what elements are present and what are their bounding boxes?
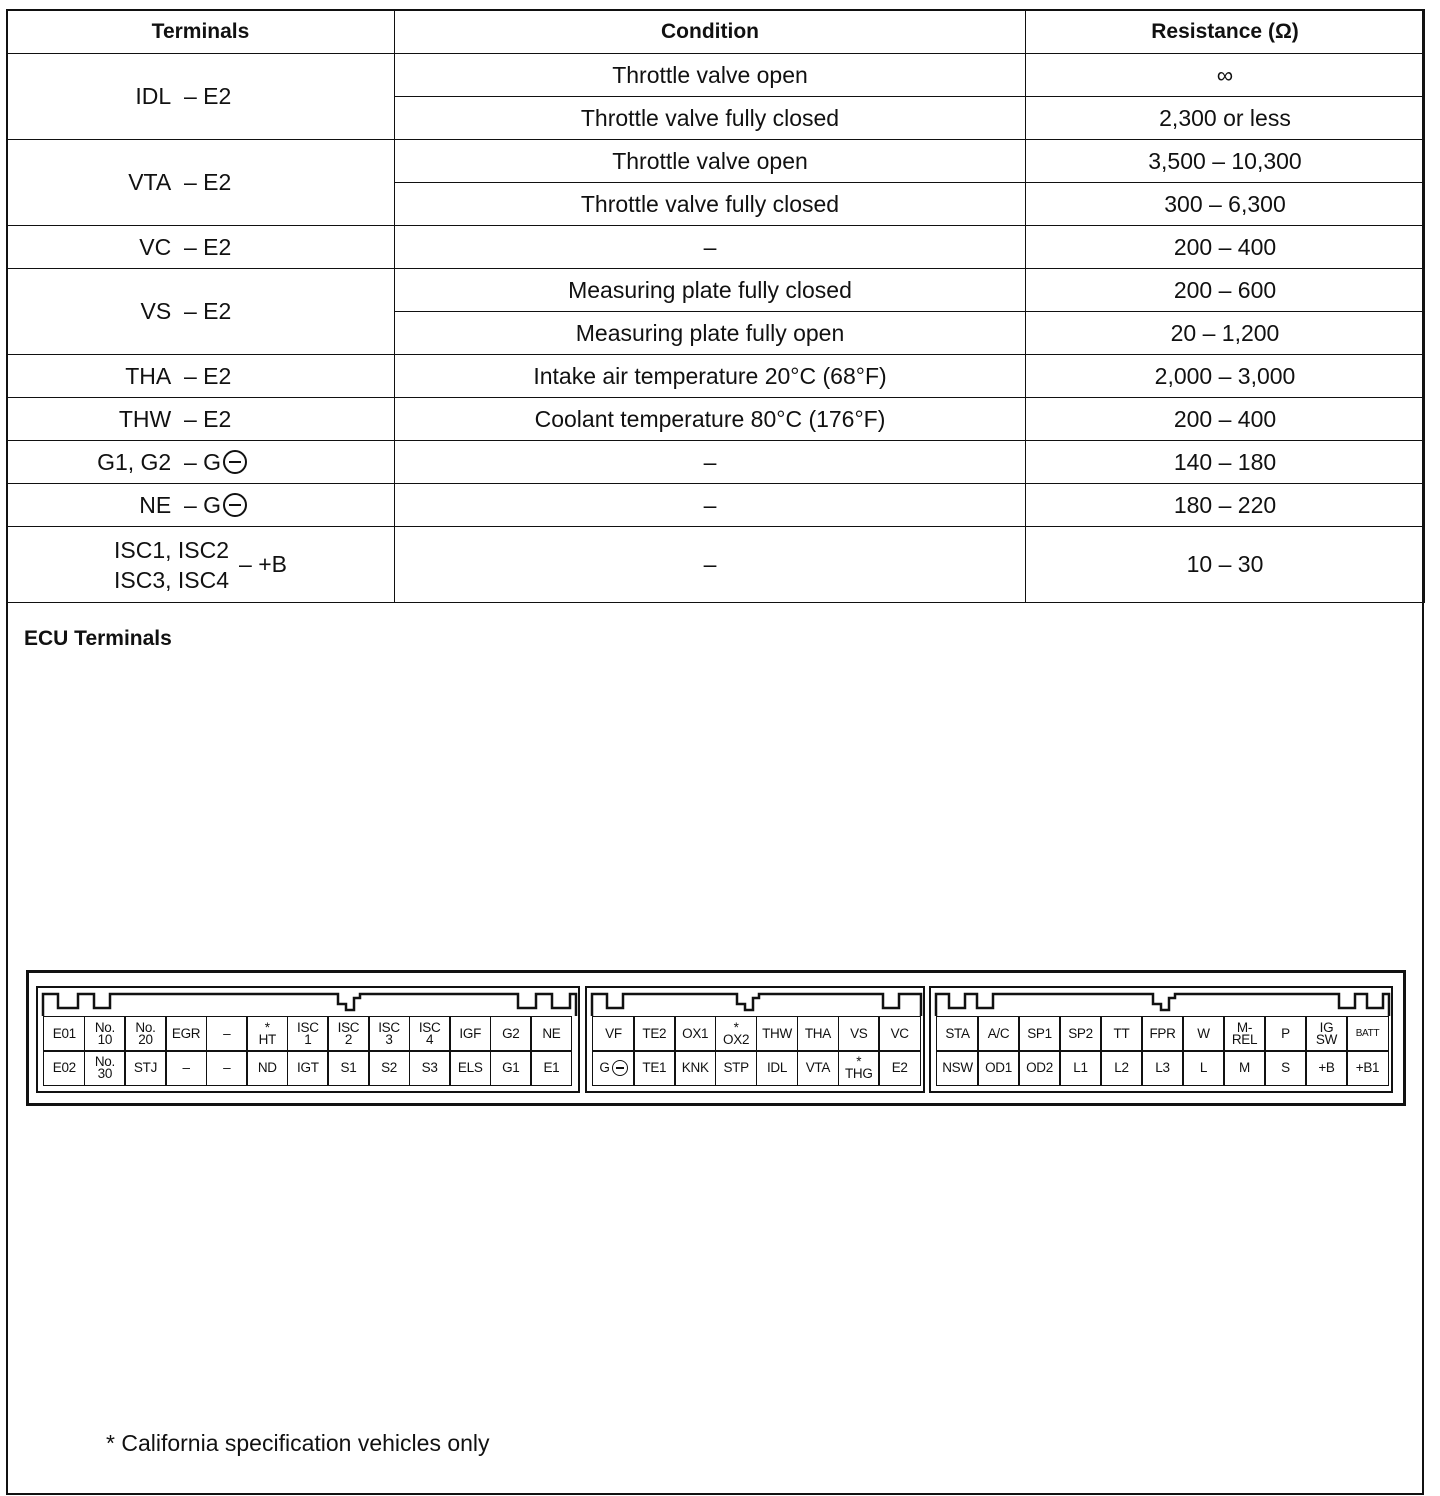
ecu-pin: NE [530,1016,572,1052]
ecu-pin: – [206,1050,248,1086]
connector-key-outline [931,988,1395,1018]
ecu-pin: TE1 [633,1050,675,1086]
ecu-pin: BATT [1346,1016,1389,1052]
condition-cell: Throttle valve open [395,140,1026,183]
ecu-pin: ISC 4 [409,1016,451,1052]
resistance-cell: 140 – 180 [1026,441,1425,484]
ecu-pin: NSW [936,1050,979,1086]
ecu-pin: ELS [449,1050,491,1086]
ecu-connector [26,970,1406,1106]
ecu-pin: G1 [490,1050,532,1086]
ecu-pin: * HT [246,1016,288,1052]
condition-cell: Measuring plate fully closed [395,269,1026,312]
table-row [7,355,1425,398]
ecu-pin: No. 10 [84,1016,126,1052]
terminal-cell: VC – E2 [7,226,395,269]
terminal-cell: THA – E2 [7,355,395,398]
resistance-cell: 20 – 1,200 [1026,312,1425,355]
table-row [7,140,1425,183]
ecu-pin: S1 [327,1050,369,1086]
ecu-pin: No. 30 [84,1050,126,1086]
ecu-pin: +B1 [1346,1050,1389,1086]
resistance-cell: 3,500 – 10,300 [1026,140,1425,183]
resistance-cell: 200 – 400 [1026,398,1425,441]
ecu-pin: S [1264,1050,1307,1086]
resistance-cell: 180 – 220 [1026,484,1425,527]
terminal-cell: VTA – E2 [7,140,395,226]
connector-block-a [36,986,580,1093]
ecu-pin: SP2 [1059,1016,1102,1052]
ecu-pin: THA [797,1016,839,1052]
ecu-pin: ISC 3 [368,1016,410,1052]
terminal-cell: THW – E2 [7,398,395,441]
ecu-pin: No. 20 [124,1016,166,1052]
ground-minus-icon [612,1060,628,1076]
condition-cell: Intake air temperature 20°C (68°F) [395,355,1026,398]
condition-cell: – [395,226,1026,269]
ecu-pin: G [592,1050,634,1086]
connector-key-outline [587,988,927,1018]
table-header-row [7,10,1425,54]
terminal-cell: NE – G [7,484,395,527]
ecu-pin: STJ [124,1050,166,1086]
ecu-pin: ISC 1 [287,1016,329,1052]
terminal-cell: G1, G2 – G [7,441,395,484]
ecu-pin: * OX2 [715,1016,757,1052]
ecu-pin: E02 [43,1050,85,1086]
ecu-pin: L [1182,1050,1225,1086]
ecu-pin: – [206,1016,248,1052]
ecu-pin: SP1 [1018,1016,1061,1052]
ecu-pin: IG SW [1305,1016,1348,1052]
header-condition: Condition [395,10,1026,54]
ecu-pin: E1 [530,1050,572,1086]
ecu-pin: * THG [838,1050,880,1086]
ecu-pin: OX1 [674,1016,716,1052]
ecu-pin: L1 [1059,1050,1102,1086]
condition-cell: – [395,441,1026,484]
ecu-pin: W [1182,1016,1225,1052]
condition-cell: Measuring plate fully open [395,312,1026,355]
table-row [7,269,1425,312]
ecu-pin: ISC 2 [327,1016,369,1052]
ecu-pin: STP [715,1050,757,1086]
ecu-pin: OD1 [977,1050,1020,1086]
ecu-pin: IGF [449,1016,491,1052]
ecu-pin: S3 [409,1050,451,1086]
ecu-pin: VTA [797,1050,839,1086]
resistance-cell: ∞ [1026,54,1425,97]
connector-block-c [929,986,1393,1093]
table-row [7,226,1425,269]
ecu-pin: E2 [878,1050,920,1086]
ecu-pin: M [1223,1050,1266,1086]
ecu-pin: L2 [1100,1050,1143,1086]
resistance-cell: 300 – 6,300 [1026,183,1425,226]
ecu-pin: M- REL [1223,1016,1266,1052]
footnote: * California specification vehicles only [106,1430,490,1456]
table-row [7,441,1425,484]
ecu-pin: STA [936,1016,979,1052]
terminal-cell: VS – E2 [7,269,395,355]
ecu-pin: IGT [287,1050,329,1086]
condition-cell: Throttle valve fully closed [395,97,1026,140]
ecu-pin: TE2 [633,1016,675,1052]
condition-cell: Throttle valve fully closed [395,183,1026,226]
ecu-terminals-title: ECU Terminals [24,627,172,650]
ecu-pin: VS [838,1016,880,1052]
condition-cell: Throttle valve open [395,54,1026,97]
resistance-cell: 10 – 30 [1026,527,1425,603]
ecu-pin: FPR [1141,1016,1184,1052]
ecu-pin: E01 [43,1016,85,1052]
ecu-pin: VF [592,1016,634,1052]
header-terminals: Terminals [7,10,395,54]
condition-cell: – [395,527,1026,603]
ecu-pin: OD2 [1018,1050,1061,1086]
ecu-pin: ND [246,1050,288,1086]
resistance-cell: 200 – 400 [1026,226,1425,269]
connector-block-b [585,986,925,1093]
resistance-cell: 2,300 or less [1026,97,1425,140]
table-row [7,527,1425,603]
ecu-pin: IDL [756,1050,798,1086]
terminal-cell: IDL – E2 [7,54,395,140]
connector-key-outline [38,988,582,1018]
terminal-cell: ISC1, ISC2 ISC3, ISC4– +B [7,527,395,603]
ecu-pin: +B [1305,1050,1348,1086]
ecu-pin: P [1264,1016,1307,1052]
resistance-spec-table [6,9,1425,603]
ecu-pin: TT [1100,1016,1143,1052]
table-row [7,54,1425,97]
ecu-pin: THW [756,1016,798,1052]
ground-minus-icon [223,493,247,517]
ecu-pin: EGR [165,1016,207,1052]
resistance-cell: 200 – 600 [1026,269,1425,312]
ecu-pin: KNK [674,1050,716,1086]
condition-cell: Coolant temperature 80°C (176°F) [395,398,1026,441]
ecu-pin: L3 [1141,1050,1184,1086]
ground-minus-icon [223,450,247,474]
ecu-pin: – [165,1050,207,1086]
ecu-pin: G2 [490,1016,532,1052]
ecu-pin: VC [878,1016,920,1052]
ecu-pin: A/C [977,1016,1020,1052]
header-resistance: Resistance (Ω) [1026,10,1425,54]
table-row [7,398,1425,441]
condition-cell: – [395,484,1026,527]
resistance-cell: 2,000 – 3,000 [1026,355,1425,398]
ecu-pin: S2 [368,1050,410,1086]
table-row [7,484,1425,527]
